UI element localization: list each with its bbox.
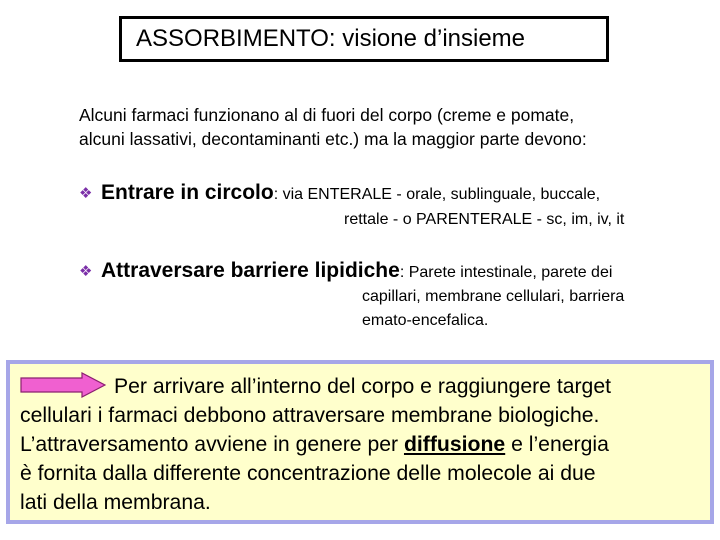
note-emphasis-diffusione: diffusione <box>403 433 506 456</box>
right-arrow-icon <box>20 372 106 398</box>
note-text: Per arrivare all’interno del corpo e raggiungere target <box>114 375 612 398</box>
note-line-2: cellulari i farmaci debbono attraversare membrane biologiche. <box>20 404 600 427</box>
intro-paragraph <box>79 103 699 151</box>
bullet-text: : Parete intestinale, parete dei <box>399 264 613 281</box>
slide-title <box>119 16 609 62</box>
bullet-text-continued: emato-encefalica. <box>362 312 489 329</box>
bullet-heading: Attraversare barriere lipidiche <box>101 259 400 282</box>
diamond-bullet-icon: ❖ <box>79 185 93 202</box>
bullet-text: : via ENTERALE - orale, sublinguale, buccale, <box>273 186 601 203</box>
diamond-bullet-icon: ❖ <box>79 263 93 280</box>
note-text: L’attraversamento avviene in genere per <box>20 433 404 456</box>
note-line-3 <box>20 430 710 459</box>
bullet-entrare-in-circolo <box>79 180 719 232</box>
bullet-heading: Entrare in circolo <box>101 181 274 204</box>
note-line-4: è fornita dalla differente concentrazione delle molecole ai due <box>20 462 596 485</box>
bullet-attraversare-barriere <box>79 258 719 333</box>
bullet-text-continued: capillari, membrane cellulari, barriera <box>362 288 625 305</box>
slide-title-text: ASSORBIMENTO: visione d’insieme <box>136 25 526 52</box>
intro-line-1: Alcuni farmaci funzionano al di fuori del corpo (creme e pomate, <box>79 105 575 125</box>
bullet-text-continued: rettale - o PARENTERALE - sc, im, iv, it <box>344 211 625 228</box>
note-line-1 <box>20 372 710 401</box>
note-line-5: lati della membrana. <box>20 491 211 514</box>
highlight-note-box <box>6 360 714 524</box>
intro-line-2: alcuni lassativi, decontaminanti etc.) ma la maggior parte devono: <box>79 129 587 149</box>
note-text: e l’energia <box>505 433 609 456</box>
